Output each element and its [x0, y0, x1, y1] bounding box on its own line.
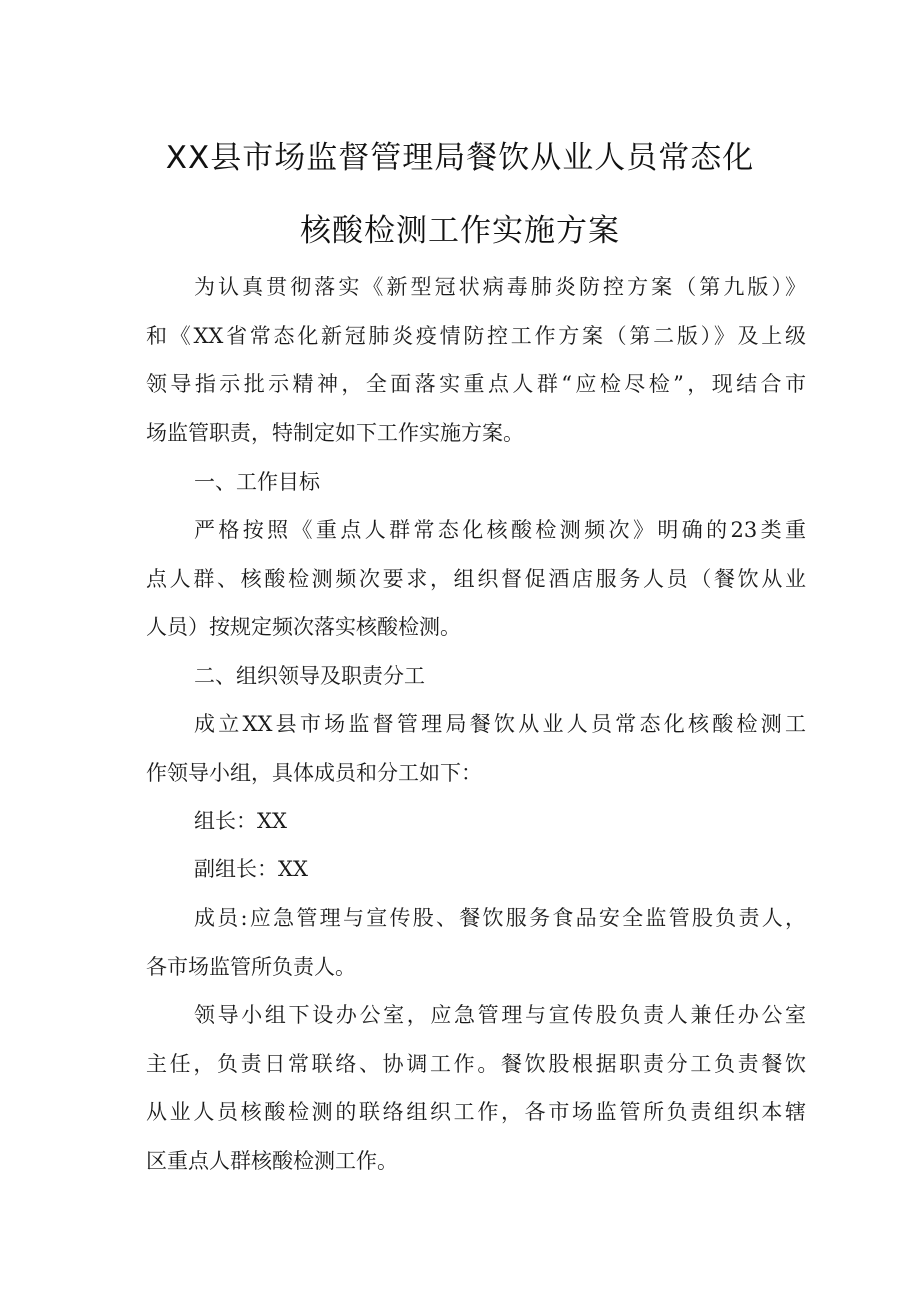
paragraph-line: 点人群、核酸检测频次要求，组织督促酒店服务人员（餐饮从业	[146, 566, 806, 591]
document-title-line-2: 核酸检测工作实施方案	[300, 213, 620, 249]
paragraph-line: 组长：XX	[194, 809, 287, 833]
paragraph-line: 作领导小组，具体成员和分工如下：	[146, 760, 482, 785]
paragraph-members	[146, 894, 806, 991]
section-heading-work-goal	[146, 458, 806, 507]
paragraph-line: 严格按照《重点人群常态化核酸检测频次》明确的23类重	[194, 518, 806, 542]
paragraph-line: 一、工作目标	[194, 470, 320, 494]
paragraph-leader	[146, 797, 806, 846]
paragraph-office	[146, 991, 806, 1185]
paragraph-line: 领导小组下设办公室，应急管理与宣传股负责人兼任办公室	[194, 1003, 806, 1027]
paragraph-line: 主任，负责日常联络、协调工作。餐饮股根据职责分工负责餐饮	[146, 1051, 806, 1076]
paragraph-line: 从业人员核酸检测的联络组织工作，各市场监管所负责组织本辖	[146, 1100, 806, 1125]
paragraph-line: 人员）按规定频次落实核酸检测。	[146, 615, 461, 640]
paragraph-line: 为认真贯彻落实《新型冠状病毒肺炎防控方案（第九版）》	[194, 275, 806, 299]
document-title-line-1: XX县市场监督管理局餐饮从业人员常态化	[165, 140, 755, 176]
paragraph-line: 和《XX省常态化新冠肺炎疫情防控工作方案（第二版）》及上级	[146, 323, 806, 348]
paragraph-line: 领导指示批示精神，全面落实重点人群“应检尽检”，现结合市	[146, 372, 806, 397]
paragraph-line: 副组长：XX	[194, 857, 308, 881]
paragraph-line: 成员:应急管理与宣传股、餐饮服务食品安全监管股负责人，	[194, 906, 806, 930]
section-heading-organization	[146, 652, 806, 701]
paragraph-intro	[146, 263, 806, 457]
paragraph-organization	[146, 700, 806, 797]
paragraph-work-goal	[146, 506, 806, 652]
paragraph-line: 场监管职责，特制定如下工作实施方案。	[146, 420, 524, 445]
paragraph-deputy-leader	[146, 845, 806, 894]
paragraph-line: 各市场监管所负责人。	[146, 954, 356, 979]
paragraph-line: 二、组织领导及职责分工	[194, 664, 425, 688]
paragraph-line: 区重点人群核酸检测工作。	[146, 1148, 398, 1173]
paragraph-line: 成立XX县市场监督管理局餐饮从业人员常态化核酸检测工	[194, 712, 806, 736]
